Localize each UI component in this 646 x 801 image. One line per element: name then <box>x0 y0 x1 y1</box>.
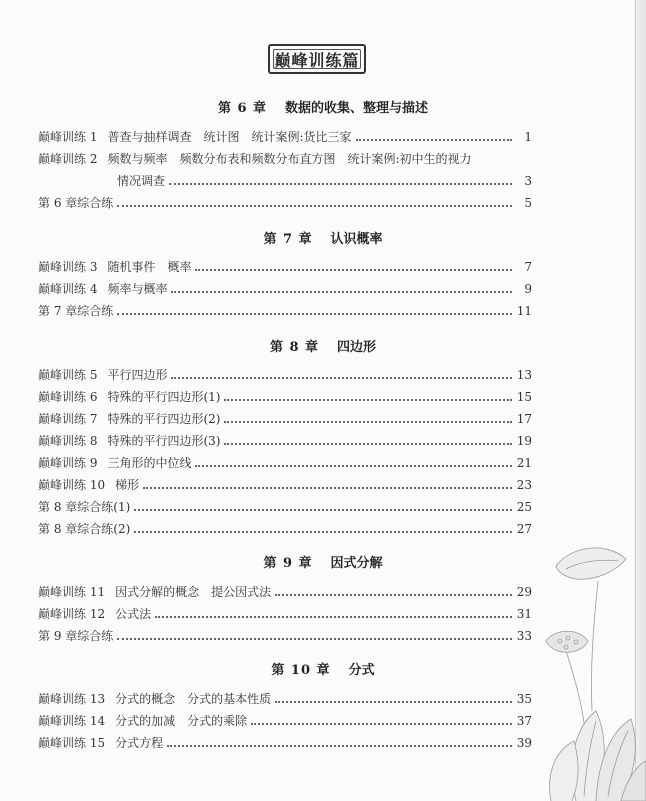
toc-entry[interactable] <box>38 410 532 428</box>
toc-entry-label: 巅峰训练 9 <box>38 456 98 470</box>
toc-entry[interactable] <box>38 454 532 472</box>
toc-entry-title: 梯形 <box>115 478 140 492</box>
toc-entry-label: 巅峰训练 2 <box>38 152 98 166</box>
toc-entry-page: 37 <box>516 714 532 728</box>
dot-leader <box>117 204 512 207</box>
toc-entry-continued[interactable] <box>117 172 532 190</box>
dot-leader <box>275 700 512 703</box>
toc-entry-page: 19 <box>516 434 532 448</box>
page-title <box>268 44 366 74</box>
toc-entry[interactable] <box>38 128 532 146</box>
dot-leader <box>356 138 513 141</box>
toc-entry-label: 巅峰训练 13 <box>38 692 106 706</box>
toc-entry-label: 巅峰训练 14 <box>38 714 106 728</box>
toc-entry-label: 第 6 章综合练 <box>38 196 114 210</box>
toc-entry-label: 巅峰训练 6 <box>38 390 98 404</box>
dot-leader <box>195 268 512 271</box>
toc-entry-page: 35 <box>516 692 532 706</box>
toc-entry-page: 21 <box>516 456 532 470</box>
toc-entry-title: 特殊的平行四边形(3) <box>107 434 221 448</box>
toc-entry-title: 特殊的平行四边形(1) <box>107 390 221 404</box>
toc-entry-title: 分式的加减 分式的乘除 <box>115 714 248 728</box>
toc-entry[interactable] <box>38 627 532 645</box>
chapter-heading-7 <box>0 228 646 247</box>
toc-entry[interactable] <box>38 498 532 516</box>
toc-entry-page: 31 <box>516 607 532 621</box>
chapter-name: 分式 <box>348 663 375 678</box>
dot-leader <box>117 637 512 640</box>
toc-entry-page: 9 <box>524 282 532 296</box>
toc-entry-title: 分式的概念 分式的基本性质 <box>115 692 272 706</box>
dot-leader <box>275 593 512 596</box>
toc-entry-title: 平行四边形 <box>107 368 168 382</box>
dot-leader <box>224 442 512 445</box>
toc-entry-title: 三角形的中位线 <box>107 456 192 470</box>
chapter-name: 认识概率 <box>330 232 383 247</box>
toc-entry-label: 第 7 章综合练 <box>38 304 114 318</box>
toc-entry-page: 1 <box>524 130 532 144</box>
toc-entry[interactable] <box>38 583 532 601</box>
toc-entry[interactable] <box>38 476 532 494</box>
chapter-name: 四边形 <box>337 340 377 355</box>
chapter-number: 第 6 章 <box>217 101 268 116</box>
chapter-number: 第 8 章 <box>269 340 320 355</box>
dot-leader <box>171 290 512 293</box>
toc-entry-label: 巅峰训练 8 <box>38 434 98 448</box>
toc-entry-label: 巅峰训练 4 <box>38 282 98 296</box>
toc-entry-page: 17 <box>516 412 532 426</box>
toc-entry-page: 3 <box>524 174 532 188</box>
toc-entry-page: 29 <box>516 585 532 599</box>
toc-entry-title: 特殊的平行四边形(2) <box>107 412 221 426</box>
toc-entry-page: 7 <box>524 260 532 274</box>
toc-entry-label: 第 8 章综合练(1) <box>38 500 131 514</box>
toc-entry-title: 情况调查 <box>117 174 166 188</box>
dot-leader <box>171 376 512 379</box>
toc-entry[interactable] <box>38 432 532 450</box>
toc-entry-title: 分式方程 <box>115 736 164 750</box>
toc-entry[interactable] <box>38 690 532 708</box>
dot-leader <box>224 398 512 401</box>
toc-entry-page: 33 <box>516 629 532 643</box>
toc-entry[interactable] <box>38 366 532 384</box>
toc-entry-page: 5 <box>524 196 532 210</box>
toc-entry[interactable] <box>38 734 532 752</box>
lotus-illustration <box>536 541 646 801</box>
dot-leader <box>167 744 512 747</box>
toc-entry[interactable] <box>38 302 532 320</box>
dot-leader <box>251 722 512 725</box>
toc-entry[interactable] <box>38 388 532 406</box>
toc-entry-label: 巅峰训练 12 <box>38 607 106 621</box>
chapter-heading-8 <box>0 336 646 355</box>
toc-entry-page: 15 <box>516 390 532 404</box>
chapter-number: 第 7 章 <box>263 232 313 247</box>
chapter-number: 第 10 章 <box>271 663 331 678</box>
toc-entry-label: 第 8 章综合练(2) <box>38 522 131 536</box>
toc-entry-title: 频率与概率 <box>107 282 168 296</box>
toc-entry-label: 第 9 章综合练 <box>38 629 114 643</box>
toc-entry-page: 11 <box>516 304 532 318</box>
toc-entry[interactable] <box>38 194 532 212</box>
page-title-text: 巅峰训练篇 <box>274 50 360 70</box>
toc-entry-title: 公式法 <box>115 607 152 621</box>
toc-entry-label: 巅峰训练 11 <box>38 585 106 599</box>
toc-entry-title: 频数与频率 频数分布表和频数分布直方图 统计案例:初中生的视力 <box>107 152 472 166</box>
dot-leader <box>169 182 512 185</box>
toc-entry[interactable] <box>38 520 532 538</box>
toc-entry-page: 25 <box>516 500 532 514</box>
dot-leader <box>134 508 512 511</box>
toc-entry-label: 巅峰训练 5 <box>38 368 98 382</box>
toc-entry-label: 巅峰训练 15 <box>38 736 106 750</box>
dot-leader <box>117 312 512 315</box>
dot-leader <box>143 486 512 489</box>
toc-entry-label: 巅峰训练 1 <box>38 130 98 144</box>
dot-leader <box>224 420 512 423</box>
dot-leader <box>134 530 512 533</box>
toc-entry-page: 39 <box>516 736 532 750</box>
toc-entry[interactable] <box>38 258 532 276</box>
toc-entry-page: 27 <box>516 522 532 536</box>
toc-entry-label: 巅峰训练 3 <box>38 260 98 274</box>
toc-entry-page: 23 <box>516 478 532 492</box>
toc-entry[interactable] <box>38 605 532 623</box>
toc-entry[interactable] <box>38 280 532 298</box>
chapter-number: 第 9 章 <box>263 556 313 571</box>
chapter-name: 数据的收集、整理与描述 <box>285 101 429 116</box>
chapter-name: 因式分解 <box>330 556 383 571</box>
toc-entry[interactable] <box>38 150 532 168</box>
toc-entry-title: 随机事件 概率 <box>107 260 192 274</box>
toc-entry-page: 13 <box>516 368 532 382</box>
toc-entry-title: 因式分解的概念 提公因式法 <box>115 585 272 599</box>
toc-entry-label: 巅峰训练 7 <box>38 412 98 426</box>
toc-entry[interactable] <box>38 712 532 730</box>
dot-leader <box>155 615 512 618</box>
chapter-heading-6 <box>0 97 646 116</box>
toc-entry-label: 巅峰训练 10 <box>38 478 106 492</box>
toc-entry-title: 普查与抽样调查 统计图 统计案例:货比三家 <box>107 130 352 144</box>
dot-leader <box>195 464 512 467</box>
